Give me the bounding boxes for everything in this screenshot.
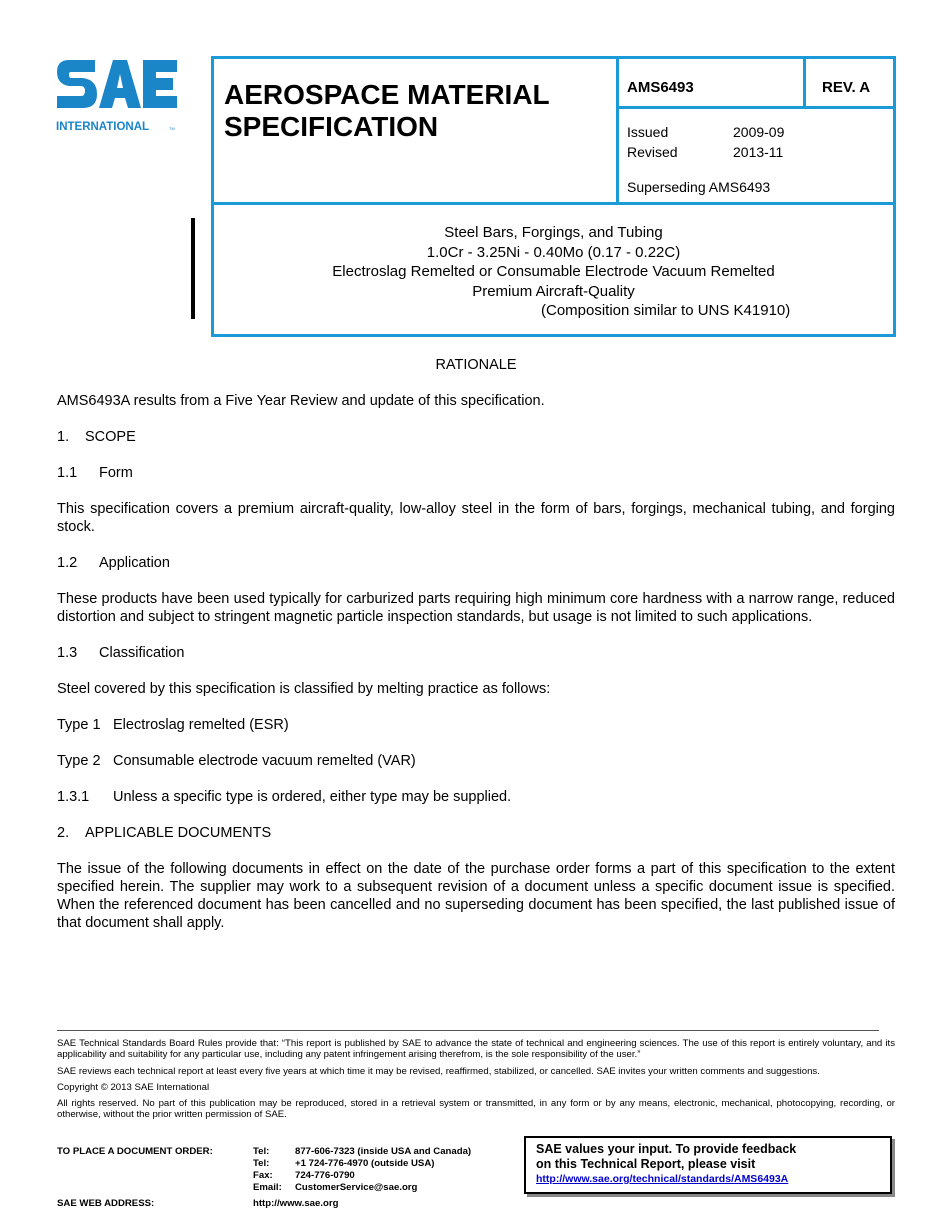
web-address-label: SAE WEB ADDRESS: (57, 1198, 155, 1209)
sae-logo (55, 56, 180, 136)
subject-line5: (Composition similar to UNS K41910) (541, 302, 791, 319)
section-1-1-text: This specification covers a premium aircraft-quality, low-alloy steel in the form of bars, forgings, mechanical tubing, and forging stock. (57, 501, 895, 535)
section-title: SCOPE (85, 429, 136, 445)
spec-header-box (211, 56, 896, 337)
section-title: Application (99, 555, 170, 571)
footer-divider (57, 1030, 879, 1031)
issued-date: 2009-09 (733, 124, 785, 140)
section-2-text: The issue of the following documents in effect on the date of the purchase order forms a part of this specification to the extent specified herein. The supplier may work to a subsequent revision of a document unless a specific document issue is specified. When the referenced document has been cancelled and no superseding document has been specified, the last published issue of that document shall apply. (57, 861, 895, 931)
section-2-heading (57, 824, 895, 842)
section-1-1-heading (57, 464, 895, 482)
board-rules-text: SAE Technical Standards Board Rules provide that: “This report is published by SAE to advance the state of technical and engineering sciences. The use of this report is entirely voluntary, and its applicability and suitability for any particular use, including any patent infringement arising therefrom, is the sole responsibility of the user.” (57, 1038, 895, 1061)
rationale-text: AMS6493A results from a Five Year Review and update of this specification. (57, 393, 545, 409)
document-number: AMS6493 (619, 59, 806, 109)
section-1-2-text: These products have been used typically for carburized parts requiring high minimum core hardness with a narrow range, reduced distortion and subject to stringent magnetic particle inspection standards, but usage is not limited to such applications. (57, 591, 895, 625)
section-number: 2. (57, 825, 70, 841)
type-2-row (57, 752, 895, 770)
fax-label: Fax: (253, 1170, 273, 1181)
type-description: Consumable electrode vacuum remelted (VAR) (113, 753, 416, 769)
rights-text: All rights reserved. No part of this publication may be reproduced, stored in a retrieval system or transmitted, in any form or by any means, electronic, mechanical, photocopying, recording, or otherwise, without the prior written permission of SAE. (57, 1098, 895, 1121)
feedback-line2: on this Technical Report, please visit (536, 1157, 756, 1171)
superseding-note: Superseding AMS6493 (627, 179, 771, 195)
header-top-row (214, 59, 893, 205)
section-text: Unless a specific type is ordered, either type may be supplied. (113, 789, 512, 805)
type-description: Electroslag remelted (ESR) (113, 717, 289, 733)
type-1-row (57, 716, 895, 734)
section-number: 1.3 (57, 645, 78, 661)
tel-label: Tel: (253, 1158, 270, 1169)
header-meta (616, 59, 893, 202)
subject-line2: 1.0Cr - 3.25Ni - 0.40Mo (0.17 - 0.22C) (426, 243, 681, 261)
subject-block (214, 205, 893, 335)
tel-outside-usa: +1 724-776-4970 (outside USA) (295, 1158, 435, 1169)
section-1-3-text: Steel covered by this specification is classified by melting practice as follows: (57, 681, 551, 697)
subject-line4: Premium Aircraft-Quality (472, 282, 635, 300)
order-label: TO PLACE A DOCUMENT ORDER: (57, 1146, 213, 1157)
logo-tm: TM (169, 126, 175, 131)
rationale-heading: RATIONALE (435, 357, 517, 373)
section-title: Form (99, 465, 133, 481)
issued-row (627, 122, 784, 142)
section-1-3-heading (57, 644, 895, 662)
logo-subtitle: INTERNATIONAL (56, 121, 150, 133)
subject-line1: Steel Bars, Forgings, and Tubing (444, 224, 663, 241)
tel-label: Tel: (253, 1146, 270, 1157)
review-text: SAE reviews each technical report at least every five years at which time it may be revised, reaffirmed, stabilized, or cancelled. SAE invites your written comments and suggestions. (57, 1065, 820, 1077)
section-title: APPLICABLE DOCUMENTS (85, 825, 272, 841)
feedback-link[interactable]: http://www.sae.org/technical/standards/AMS6493A (536, 1173, 789, 1185)
document-type-line2: SPECIFICATION (224, 111, 439, 142)
revision-label: REV. A (806, 59, 896, 109)
revised-date: 2013-11 (733, 144, 784, 160)
feedback-line1: SAE values your input. To provide feedback (536, 1142, 797, 1156)
sae-logo-mark (55, 56, 180, 136)
footer-notices (57, 1038, 895, 1126)
section-number: 1.1 (57, 465, 78, 481)
issue-dates (627, 122, 784, 162)
section-number: 1.3.1 (57, 789, 90, 805)
subject-line3: Electroslag Remelted or Consumable Electrode Vacuum Remelted (332, 263, 775, 280)
feedback-box (524, 1136, 892, 1194)
section-1-heading (57, 428, 895, 446)
tel-inside-usa: 877-606-7323 (inside USA and Canada) (295, 1146, 472, 1157)
section-number: 1. (57, 429, 70, 445)
section-1-2-heading (57, 554, 895, 572)
email-label: Email: (253, 1182, 282, 1193)
copyright-text: Copyright © 2013 SAE International (57, 1081, 210, 1093)
fax-number: 724-776-0790 (295, 1170, 355, 1181)
revised-label: Revised (627, 144, 678, 160)
document-type-title (224, 79, 604, 143)
revision-change-bar (191, 218, 195, 319)
section-number: 1.2 (57, 555, 78, 571)
revised-row (627, 142, 784, 162)
section-1-3-1-row (57, 788, 895, 806)
email-address[interactable]: CustomerService@sae.org (295, 1182, 418, 1193)
document-body (57, 356, 895, 932)
type-label: Type 1 (57, 717, 101, 733)
web-address-link[interactable]: http://www.sae.org (253, 1198, 339, 1209)
document-type-line1: AEROSPACE MATERIAL (224, 79, 550, 110)
type-label: Type 2 (57, 753, 101, 769)
section-title: Classification (99, 645, 185, 661)
issued-label: Issued (627, 124, 669, 140)
